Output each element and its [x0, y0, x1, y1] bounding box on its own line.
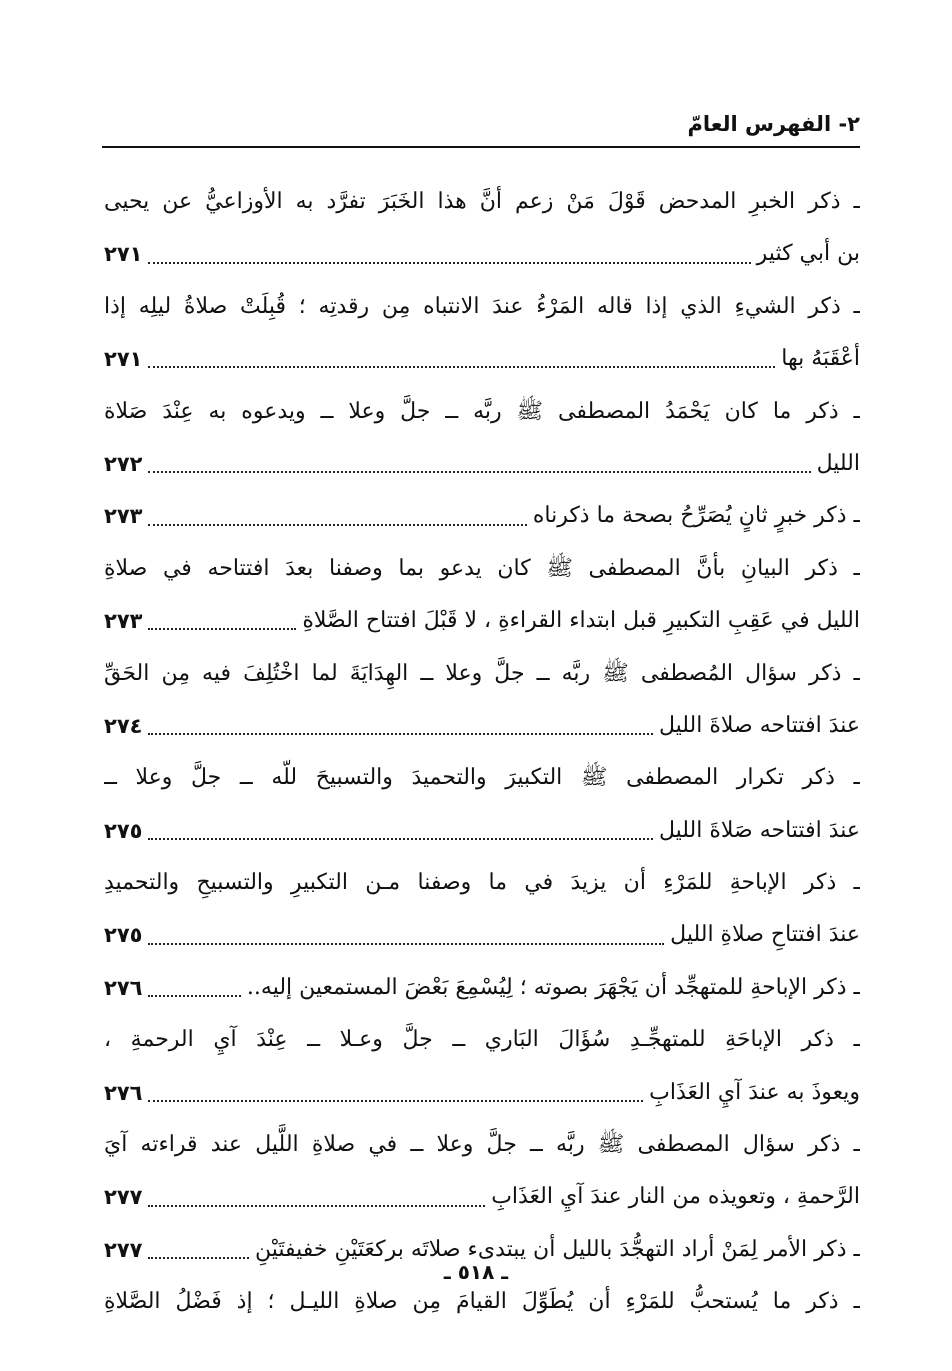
index-entry-line: ـ ذكر الإباحَةِ للمتهجِّـدِ سُؤَالَ البَاري ــ جلَّ وعـلا ــ عِنْدَ آيِ الرحمةِ ، [104, 1027, 860, 1053]
index-entry-text: عندَ افتتاحِ صلاةِ الليل [670, 922, 860, 948]
dotted-leader [148, 1205, 485, 1207]
index-entry-text: عندَ افتتاحه صَلاةَ الليل [658, 817, 860, 843]
index-entry-line [104, 909, 860, 961]
index-entry-page-number: ٢٧٣ [104, 504, 143, 529]
dotted-leader [148, 995, 240, 997]
index-entry-line: ـ ذكر ما يُستحبُّ للمَرْءِ أن يُطَوِّلَ القيامَ مِن صلاةِ الليـل ؛ إذ فَضْلُ الصَّلاةِ [104, 1289, 860, 1315]
index-entry-line [104, 805, 860, 857]
index-entry-text: ـ ذكر الأمر لِمَنْ أراد التهجُّدَ بالليل أن يبتدىء صلاتَه بركعَتَيْنِ خفيفتَيْنِ [254, 1236, 860, 1262]
index-entry-text: أعْقَبَهُ بها [781, 346, 860, 372]
index-entry-line [104, 1067, 860, 1119]
index-entry-line [104, 490, 860, 542]
index-entry-line: ـ ذكر الخبرِ المدحض قَوْلَ مَنْ زعم أنَّ هذا الخَبَرَ تفرَّد به الأوزاعيُّ عن يحيى [104, 189, 860, 214]
dotted-leader [148, 1100, 643, 1102]
index-entry-line [104, 595, 860, 647]
index-entry-page-number: ٢٧٦ [104, 975, 143, 1000]
index-entry-text: ويعوذَ به عندَ آيِ العَذَابِ [649, 1079, 860, 1105]
index-entry-page-number: ٢٧٣ [104, 609, 143, 634]
index-entries-list [104, 176, 860, 1329]
header-divider [102, 146, 860, 148]
page-number: ـ ٥١٨ ـ [443, 1260, 509, 1284]
index-entry-line: ـ ذكر سؤال المصطفى ﷺ ربَّه ــ جلَّ وعلا ــ في صلاةِ اللَّيل عند قراءته آيَ [104, 1132, 860, 1158]
dotted-leader [148, 628, 296, 630]
index-entry-page-number: ٢٧١ [104, 347, 143, 372]
index-entry-page-number: ٢٧٢ [104, 451, 143, 476]
dotted-leader [148, 838, 653, 840]
index-entry-line: ـ ذكر سؤال المُصطفى ﷺ ربَّه ــ جلَّ وعلا ــ الهِدَايَةَ لما اخْتُلِفَ فيه مِن الحَقِّ [104, 660, 860, 686]
index-entry-page-number: ٢٧٧ [104, 1237, 143, 1262]
dotted-leader [148, 943, 664, 945]
index-entry-line [104, 962, 860, 1014]
index-entry-text: ـ ذكر خبرٍ ثانٍ يُصَرِّحُ بصحة ما ذكرناه [532, 503, 860, 529]
index-entry-line: ـ ذكر ما كان يَحْمَدُ المصطفى ﷺ ربَّه ــ جلَّ وعلا ــ ويدعوه به عِنْدَ صَلاة [104, 398, 860, 424]
index-entry-line [104, 438, 860, 490]
dotted-leader [148, 471, 810, 473]
dotted-leader [148, 524, 526, 526]
index-entry-line: ـ ذكر الإباحةِ للمَرْءِ أن يزيدَ في ما وصفنا مـن التكبيرِ والتسبيحِ والتحميدِ [104, 870, 860, 896]
dotted-leader [148, 366, 775, 368]
index-entry-line: ـ ذكر تكرار المصطفى ﷺ التكبيرَ والتحميدَ والتسبيحَ للّه ــ جلَّ وعلا ــ [104, 765, 860, 791]
index-entry-line [104, 333, 860, 385]
index-entry-line [104, 1171, 860, 1223]
index-entry-line [104, 228, 860, 280]
index-entry-page-number: ٢٧٦ [104, 1080, 143, 1105]
index-entry-page-number: ٢٧٥ [104, 923, 143, 948]
dotted-leader [148, 1257, 249, 1259]
index-entry-line: ـ ذكر البيانِ بأنَّ المصطفى ﷺ كان يدعو بما وصفنا بعدَ افتتاحه في صلاةِ [104, 555, 860, 581]
index-entry-text: الرَّحمةِ ، وتعويذه من النار عندَ آيِ العَذَابِ [491, 1184, 860, 1210]
index-entry-text: الليل [816, 450, 860, 476]
index-entry-page-number: ٢٧٤ [104, 713, 143, 738]
dotted-leader [148, 733, 653, 735]
index-entry-text: ـ ذكر الإباحةِ للمتهجِّد أن يَجْهَرَ بصوته ؛ لِيُسْمِعَ بَعْضَ المستمعين إليه.. [246, 974, 860, 1000]
index-entry-line: ـ ذكر الشيءِ الذي إذا قاله المَرْءُ عندَ الانتباه مِن رقدتِه ؛ قُبِلَتْ صلاةُ ليلِه إذا [104, 293, 860, 319]
section-title: ٢- الفهرس العامّ [687, 112, 860, 136]
index-entry-line [104, 700, 860, 752]
dotted-leader [148, 262, 750, 264]
index-entry-page-number: ٢٧٥ [104, 818, 143, 843]
index-entry-page-number: ٢٧١ [104, 242, 143, 267]
index-entry-text: عندَ افتتاحه صلاةَ الليل [658, 712, 860, 738]
index-entry-text: بن أبي كثير [756, 241, 860, 267]
index-entry-page-number: ٢٧٧ [104, 1185, 143, 1210]
index-entry-text: الليل في عَقِبِ التكبيرِ قبل ابتداء القراءةِ ، لا قَبْلَ افتتاح الصَّلاةِ [302, 608, 860, 634]
